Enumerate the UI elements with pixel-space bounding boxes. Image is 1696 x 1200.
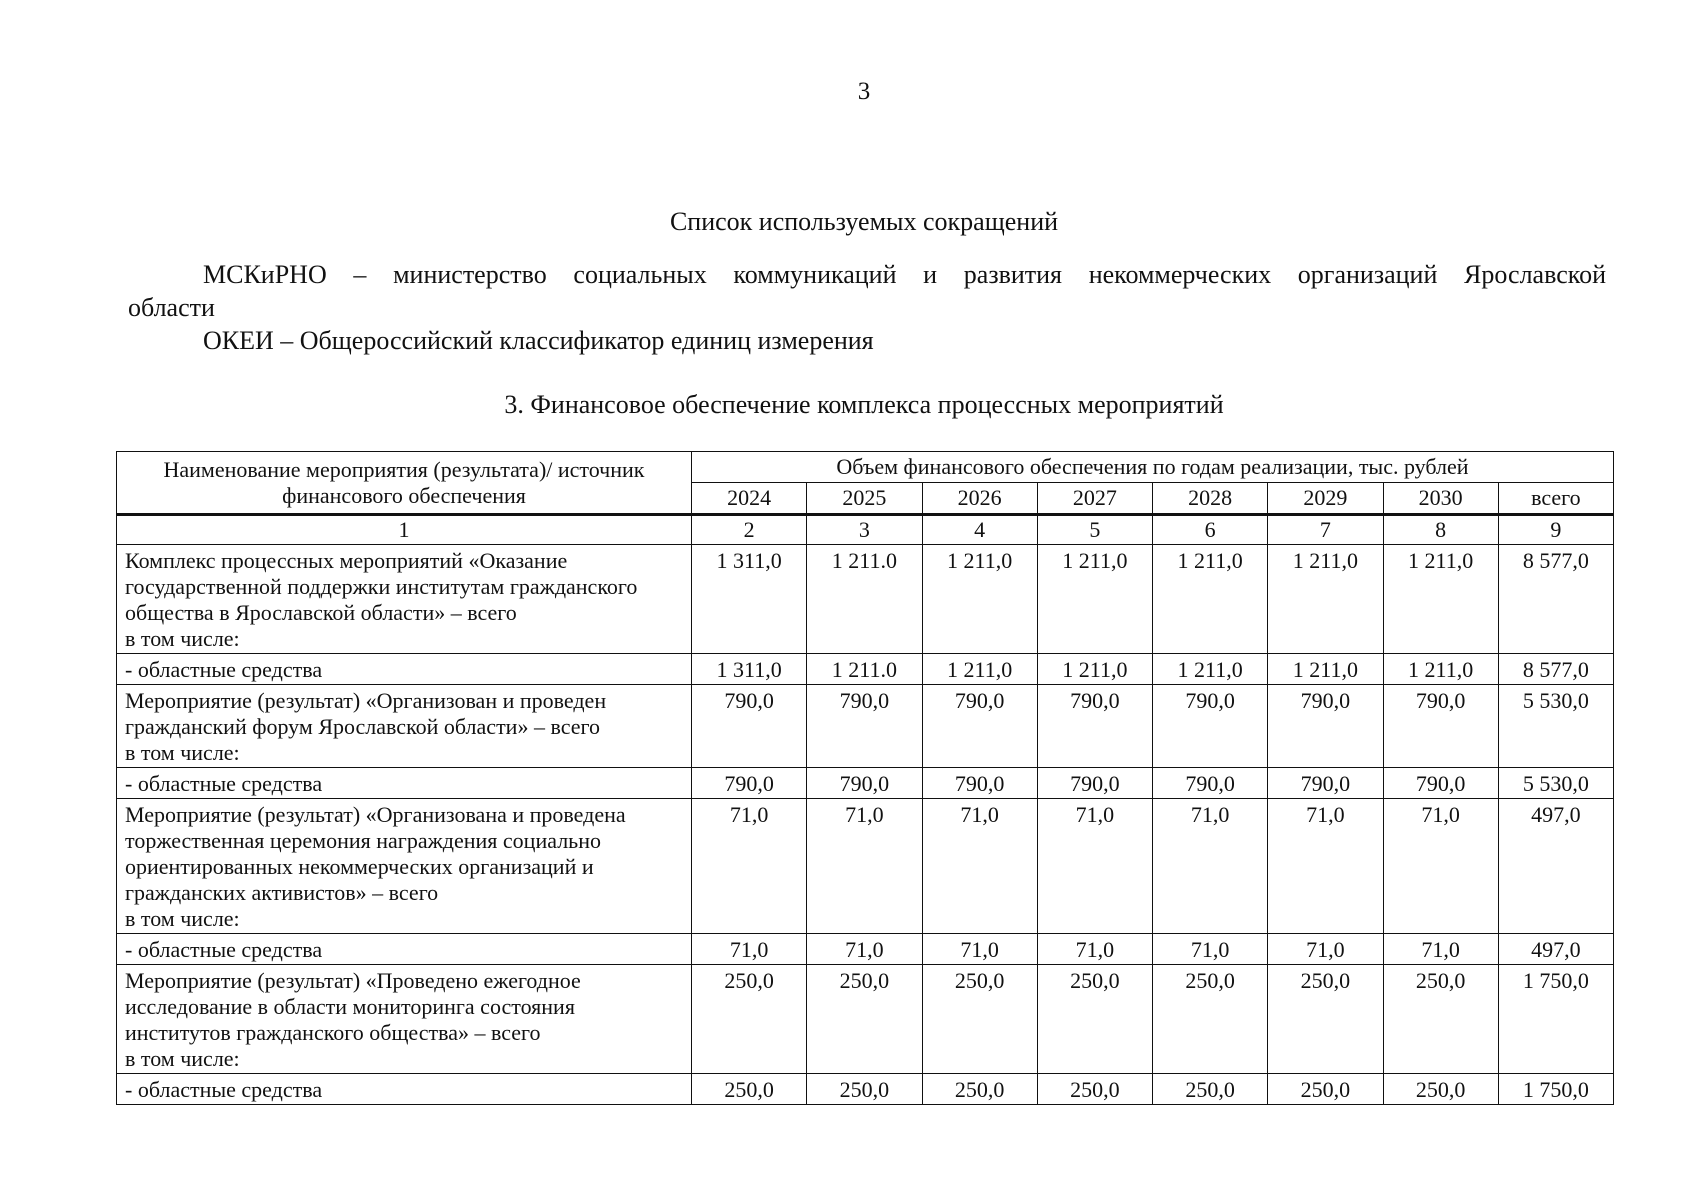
row-year-value: 71,0: [1383, 934, 1498, 965]
table-row: [117, 1074, 1614, 1105]
row-year-value: 71,0: [1037, 799, 1152, 934]
table-title: 3. Финансовое обеспечение комплекса процессных мероприятий: [504, 390, 1224, 419]
row-subtitle: в том числе:: [125, 906, 240, 931]
abbreviation-mskirno: МСКиРНО – министерство социальных коммуникаций и развития некоммерческих организаций Ярославской: [203, 260, 1606, 289]
row-year-value: 71,0: [692, 799, 807, 934]
row-total-value: 1 750,0: [1498, 965, 1613, 1074]
row-year-value: 71,0: [1037, 934, 1152, 965]
row-year-value: 790,0: [1268, 768, 1383, 799]
header-year: 2028: [1153, 483, 1268, 515]
row-total-value: 1 750,0: [1498, 1074, 1613, 1105]
header-year: 2030: [1383, 483, 1498, 515]
row-year-value: 71,0: [807, 799, 922, 934]
row-year-value: 1 211.0: [807, 545, 922, 654]
header-volume-group: Объем финансового обеспечения по годам реализации, тыс. рублей: [692, 452, 1614, 483]
abbreviations-list: [128, 258, 1606, 357]
row-year-value: 790,0: [1153, 685, 1268, 768]
column-index: 2: [692, 515, 807, 545]
row-name-cell: [117, 934, 692, 965]
row-year-value: 1 211,0: [1383, 545, 1498, 654]
row-year-value: 250,0: [1268, 965, 1383, 1074]
row-year-value: 250,0: [807, 965, 922, 1074]
row-year-value: 71,0: [922, 799, 1037, 934]
column-index-row: [117, 515, 1614, 545]
row-year-value: 250,0: [1153, 1074, 1268, 1105]
row-year-value: 790,0: [1383, 685, 1498, 768]
row-year-value: 1 311,0: [692, 654, 807, 685]
row-year-value: 71,0: [1268, 799, 1383, 934]
row-year-value: 71,0: [807, 934, 922, 965]
table-row: [117, 934, 1614, 965]
row-year-value: 790,0: [807, 768, 922, 799]
row-name: Мероприятие (результат) «Проведено ежегодное исследование в области мониторинга состояния институтов гражданского общества» – всего: [125, 968, 581, 1045]
row-year-value: 790,0: [1037, 768, 1152, 799]
row-subtitle: в том числе:: [125, 740, 240, 765]
table-row: [117, 768, 1614, 799]
row-subtitle: в том числе:: [125, 626, 240, 651]
row-year-value: 790,0: [1037, 685, 1152, 768]
table-row: [117, 654, 1614, 685]
table-row: [117, 545, 1614, 654]
row-year-value: 71,0: [1268, 934, 1383, 965]
column-index: 6: [1153, 515, 1268, 545]
row-total-value: 5 530,0: [1498, 685, 1613, 768]
row-total-value: 5 530,0: [1498, 768, 1613, 799]
row-name-cell: [117, 799, 692, 934]
column-index: 8: [1383, 515, 1498, 545]
row-name-cell: [117, 545, 692, 654]
row-total-value: 497,0: [1498, 934, 1613, 965]
table-row: [117, 799, 1614, 934]
row-name: - областные средства: [125, 657, 323, 682]
abbreviation-mskirno-continued: области: [128, 293, 215, 322]
table-row: [117, 685, 1614, 768]
row-year-value: 1 211,0: [922, 545, 1037, 654]
row-name-cell: [117, 768, 692, 799]
row-year-value: 71,0: [692, 934, 807, 965]
row-total-value: 497,0: [1498, 799, 1613, 934]
row-year-value: 250,0: [1268, 1074, 1383, 1105]
row-subtitle: в том числе:: [125, 1046, 240, 1071]
row-year-value: 250,0: [1383, 1074, 1498, 1105]
page-number: 3: [857, 78, 871, 105]
header-year: 2025: [807, 483, 922, 515]
row-total-value: 8 577,0: [1498, 654, 1613, 685]
row-year-value: 250,0: [1037, 965, 1152, 1074]
row-year-value: 790,0: [1153, 768, 1268, 799]
header-year: 2024: [692, 483, 807, 515]
column-index: 1: [117, 515, 692, 545]
row-year-value: 1 211,0: [1268, 545, 1383, 654]
abbreviation-okei: ОКЕИ – Общероссийский классификатор единиц измерения: [203, 326, 874, 355]
column-index: 5: [1037, 515, 1152, 545]
row-year-value: 1 211.0: [807, 654, 922, 685]
row-year-value: 1 211,0: [1153, 545, 1268, 654]
row-name: - областные средства: [125, 937, 323, 962]
row-year-value: 790,0: [922, 768, 1037, 799]
row-year-value: 250,0: [1153, 965, 1268, 1074]
column-index: 3: [807, 515, 922, 545]
row-name-cell: [117, 965, 692, 1074]
row-year-value: 790,0: [807, 685, 922, 768]
row-name: - областные средства: [125, 771, 323, 796]
row-year-value: 71,0: [1153, 934, 1268, 965]
row-name: - областные средства: [125, 1077, 323, 1102]
row-total-value: 8 577,0: [1498, 545, 1613, 654]
financing-table: [116, 451, 1614, 1105]
row-name: Мероприятие (результат) «Организован и проведен гражданский форум Ярославской области» – всего: [125, 688, 607, 739]
header-year: 2029: [1268, 483, 1383, 515]
row-year-value: 71,0: [922, 934, 1037, 965]
row-year-value: 1 211,0: [1383, 654, 1498, 685]
row-year-value: 790,0: [1268, 685, 1383, 768]
header-total: всего: [1498, 483, 1613, 515]
row-name-cell: [117, 1074, 692, 1105]
header-row: [117, 452, 1614, 483]
row-year-value: 1 211,0: [1037, 545, 1152, 654]
column-index: 4: [922, 515, 1037, 545]
row-year-value: 250,0: [1037, 1074, 1152, 1105]
row-year-value: 71,0: [1383, 799, 1498, 934]
row-year-value: 1 211,0: [1153, 654, 1268, 685]
row-year-value: 790,0: [922, 685, 1037, 768]
row-year-value: 790,0: [692, 768, 807, 799]
header-year: 2026: [922, 483, 1037, 515]
row-year-value: 1 311,0: [692, 545, 807, 654]
row-year-value: 1 211,0: [1268, 654, 1383, 685]
abbreviations-title: Список используемых сокращений: [669, 207, 1059, 236]
column-index: 9: [1498, 515, 1613, 545]
row-year-value: 1 211,0: [1037, 654, 1152, 685]
table-row: [117, 965, 1614, 1074]
row-year-value: 250,0: [692, 965, 807, 1074]
row-name-cell: [117, 654, 692, 685]
row-year-value: 790,0: [692, 685, 807, 768]
row-year-value: 790,0: [1383, 768, 1498, 799]
header-year: 2027: [1037, 483, 1152, 515]
column-index: 7: [1268, 515, 1383, 545]
row-year-value: 71,0: [1153, 799, 1268, 934]
row-year-value: 1 211,0: [922, 654, 1037, 685]
row-year-value: 250,0: [1383, 965, 1498, 1074]
header-name-column: Наименование мероприятия (результата)/ источник финансового обеспечения: [117, 452, 692, 515]
row-year-value: 250,0: [692, 1074, 807, 1105]
row-name: Комплекс процессных мероприятий «Оказание государственной поддержки институтам гражданского общества в Ярославской области» – всего: [125, 548, 638, 625]
row-year-value: 250,0: [922, 965, 1037, 1074]
row-year-value: 250,0: [922, 1074, 1037, 1105]
row-year-value: 250,0: [807, 1074, 922, 1105]
row-name: Мероприятие (результат) «Организована и проведена торжественная церемония награждения социально ориентированных некоммерческих организаций и гражданских активистов» – всего: [125, 802, 626, 905]
row-name-cell: [117, 685, 692, 768]
